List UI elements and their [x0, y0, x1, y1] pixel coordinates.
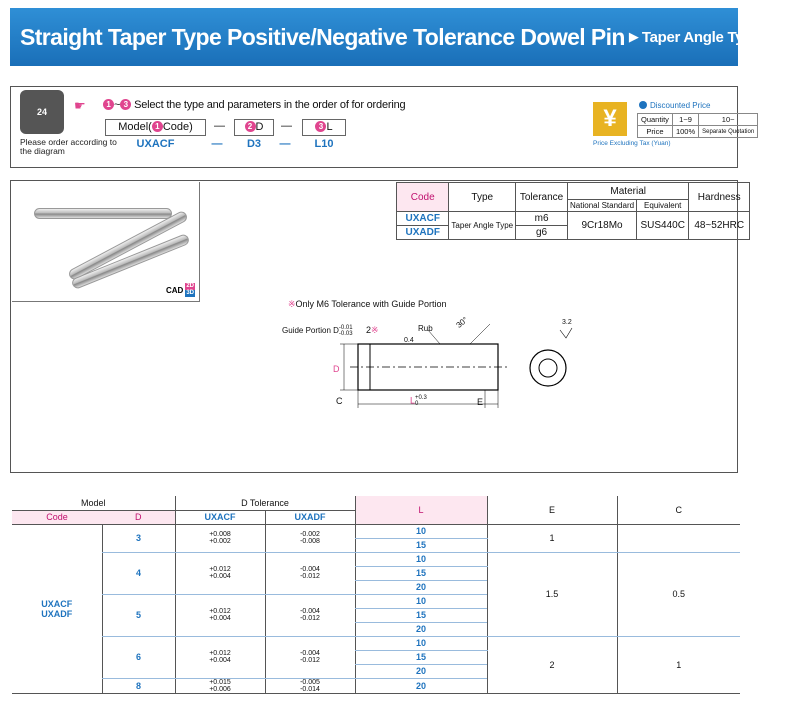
- spec-hardness: 48~52HRC: [689, 212, 750, 240]
- discount-table: [637, 113, 758, 138]
- l-cell: 15: [355, 650, 487, 664]
- price-1: 100%: [672, 126, 698, 138]
- price-label: Price: [638, 126, 673, 138]
- tol-upper: -0.004: [300, 650, 320, 657]
- spec-type: Taper Angle Type: [449, 212, 516, 240]
- spec-header-tolerance: Tolerance: [516, 183, 568, 212]
- header-e: E: [487, 496, 617, 524]
- l-cell: 20: [355, 622, 487, 636]
- title-bar: [10, 8, 807, 66]
- spec-header-type: Type: [449, 183, 516, 212]
- l-text: L: [410, 395, 416, 406]
- phone-24h-icon: [20, 90, 64, 134]
- spec-code-1: UXACF: [397, 212, 449, 226]
- spec-header-hardness: Hardness: [689, 183, 750, 212]
- roughness-label: 3.2: [562, 319, 572, 326]
- uxadf-tol: [265, 524, 355, 552]
- instruction-text: Select the type and parameters in the order of for ordering: [134, 99, 406, 111]
- e-cell: 1.5: [487, 552, 617, 636]
- discount-title: Discounted Price: [650, 101, 711, 110]
- r04-label: 0.4: [404, 337, 414, 344]
- example-code: UXACF: [136, 138, 175, 150]
- phone-24-label: 24: [36, 107, 47, 117]
- qty-range-2: 10~: [699, 114, 758, 126]
- l-cell: 10: [355, 636, 487, 650]
- c-cell: 1: [617, 636, 740, 693]
- tol-upper: -0.005: [300, 678, 320, 686]
- step-3-icon: 3: [315, 121, 326, 132]
- e-label: E: [477, 397, 484, 407]
- model-prefix: Model(: [118, 121, 152, 133]
- tol-upper: -0.004: [300, 566, 320, 573]
- separator-dash: —: [279, 138, 291, 150]
- uxadf-tol: [265, 594, 355, 636]
- uxacf-tol: [175, 594, 265, 636]
- code-cell: [12, 524, 102, 693]
- page-subtitle: Taper Angle Type·m6/g6: [641, 28, 807, 46]
- tol-upper: +0.012: [209, 608, 231, 615]
- d-cell: 3: [102, 524, 175, 552]
- separator-dash: —: [281, 120, 292, 132]
- spec-header-code: Code: [397, 183, 449, 212]
- yen-icon: ¥: [593, 102, 627, 136]
- spec-table: [396, 182, 750, 240]
- d-label: D: [333, 364, 340, 374]
- l-cell: 10: [355, 594, 487, 608]
- price-2: Separate Quotation: [699, 126, 758, 138]
- header-uxadf: UXADF: [265, 510, 355, 524]
- spec-national: 9Cr18Mo: [568, 212, 637, 240]
- model-code-box: [105, 119, 206, 136]
- end-view-outer: [530, 350, 566, 386]
- header-model: Model: [12, 496, 175, 510]
- page-title: Straight Taper Type Positive/Negative Tolerance Dowel Pin: [20, 23, 625, 50]
- order-note: Please order according to the diagram: [20, 137, 117, 156]
- tol-lower: -0.012: [300, 573, 320, 580]
- l-cell: 10: [355, 524, 487, 538]
- quantity-label: Quantity: [638, 114, 673, 126]
- guide-text: Guide Portion D: [282, 326, 339, 336]
- l-param-box: [302, 119, 346, 136]
- step-3-icon: 3: [120, 99, 131, 110]
- order-instruction: [103, 99, 405, 111]
- cad-label: CAD: [166, 285, 184, 295]
- qty-range-1: 1~9: [672, 114, 698, 126]
- model-suffix: Code): [162, 121, 193, 133]
- guide-length: 2: [366, 325, 372, 335]
- angle-leader: [470, 324, 490, 344]
- l-label: [410, 395, 427, 407]
- dimension-table: [12, 496, 740, 694]
- l-label: L: [326, 121, 333, 133]
- d-cell: 5: [102, 594, 175, 636]
- note-text: Only M6 Tolerance with Guide Portion: [295, 299, 447, 309]
- example-l: L10: [314, 138, 334, 150]
- tol-lower: -0.008: [300, 538, 320, 545]
- l-tol-bot: 0: [415, 401, 419, 407]
- separator-dash: —: [211, 138, 223, 150]
- uxadf-tol: [265, 636, 355, 678]
- l-cell: 15: [355, 608, 487, 622]
- d-label: D: [255, 121, 264, 133]
- step-1-icon: 1: [103, 99, 114, 110]
- tol-lower: +0.004: [209, 615, 231, 622]
- title-arrow-icon: ▶: [628, 29, 639, 44]
- rub-label: Rub: [418, 324, 433, 333]
- spec-tol-2: g6: [516, 226, 568, 240]
- roughness-symbol: [560, 328, 572, 338]
- l-cell: 15: [355, 566, 487, 580]
- tol-lower: -0.012: [300, 615, 320, 622]
- tol-lower: +0.006: [209, 685, 231, 693]
- spec-header-material: Material: [568, 183, 689, 200]
- uxadf-tol: [265, 552, 355, 594]
- uxacf-tol: [175, 524, 265, 552]
- tol-lower: +0.004: [209, 657, 231, 664]
- spec-equivalent: SUS440C: [637, 212, 689, 240]
- tol-upper: -0.004: [300, 608, 320, 615]
- tilde: ~: [114, 99, 121, 111]
- header-uxacf: UXACF: [175, 510, 265, 524]
- example-d: D3: [246, 138, 262, 150]
- header-d: D: [102, 510, 175, 524]
- l-tol-top: +0.3: [415, 395, 427, 401]
- technical-drawing: [320, 316, 590, 416]
- spec-header-equivalent: Equivalent: [637, 200, 689, 212]
- tol-lower: -0.012: [300, 657, 320, 664]
- spec-tol-1: m6: [516, 212, 568, 226]
- l-cell: 20: [355, 664, 487, 678]
- l-cell: 15: [355, 538, 487, 552]
- tol-upper: -0.002: [300, 531, 320, 538]
- tol-upper: +0.008: [209, 531, 231, 538]
- tol-lower: +0.004: [209, 573, 231, 580]
- spec-code-2: UXADF: [397, 226, 449, 240]
- cad-2d: 2D: [186, 283, 195, 289]
- uxadf-tol: [265, 678, 355, 693]
- d-cell: 8: [102, 678, 175, 693]
- header-code: Code: [12, 510, 102, 524]
- e-cell: 1: [487, 524, 617, 552]
- m6-note: [288, 299, 446, 310]
- code-2: UXADF: [41, 608, 73, 619]
- cad-dims: [185, 283, 195, 297]
- d-cell: 6: [102, 636, 175, 678]
- code-1: UXACF: [41, 598, 73, 609]
- angle-label: 30°: [454, 315, 470, 330]
- tol-upper: +0.012: [209, 650, 231, 657]
- tol-upper: +0.015: [209, 678, 231, 686]
- discount-note: Price Excluding Tax (Yuan): [593, 140, 671, 147]
- l-cell: 20: [355, 678, 487, 693]
- c-cell: 0.5: [617, 552, 740, 636]
- pin-image: [34, 208, 172, 219]
- guide-tol-top: -0.01: [338, 325, 353, 331]
- e-cell: 2: [487, 636, 617, 693]
- header-c: C: [617, 496, 740, 524]
- spec-header-national: National Standard: [568, 200, 637, 212]
- guide-label: [282, 325, 353, 337]
- c-cell: [617, 524, 740, 552]
- guide-length-label: [366, 325, 379, 336]
- note-mark: ※: [288, 299, 296, 309]
- tol-lower: +0.002: [209, 538, 231, 545]
- tol-lower: -0.014: [300, 685, 320, 693]
- discount-dot-icon: [639, 101, 647, 109]
- header-l: L: [355, 496, 487, 524]
- c-label: C: [336, 396, 343, 406]
- uxacf-tol: [175, 636, 265, 678]
- separator-dash: —: [214, 120, 225, 132]
- guide-mark: ※: [371, 325, 379, 335]
- header-dtol: D Tolerance: [175, 496, 355, 510]
- l-cell: 10: [355, 552, 487, 566]
- guide-tol-bot: -0.03: [338, 331, 353, 337]
- cad-3d: 3D: [186, 290, 195, 296]
- d-cell: 4: [102, 552, 175, 594]
- uxacf-tol: [175, 678, 265, 693]
- d-param-box: [234, 119, 274, 136]
- pointing-hand-icon: ☛: [74, 98, 86, 113]
- uxacf-tol: [175, 552, 265, 594]
- cad-badge[interactable]: [164, 283, 195, 297]
- tol-upper: +0.012: [209, 566, 231, 573]
- end-view-inner: [539, 359, 557, 377]
- step-2-icon: 2: [245, 121, 256, 132]
- step-1-icon: 1: [152, 121, 163, 132]
- l-cell: 20: [355, 580, 487, 594]
